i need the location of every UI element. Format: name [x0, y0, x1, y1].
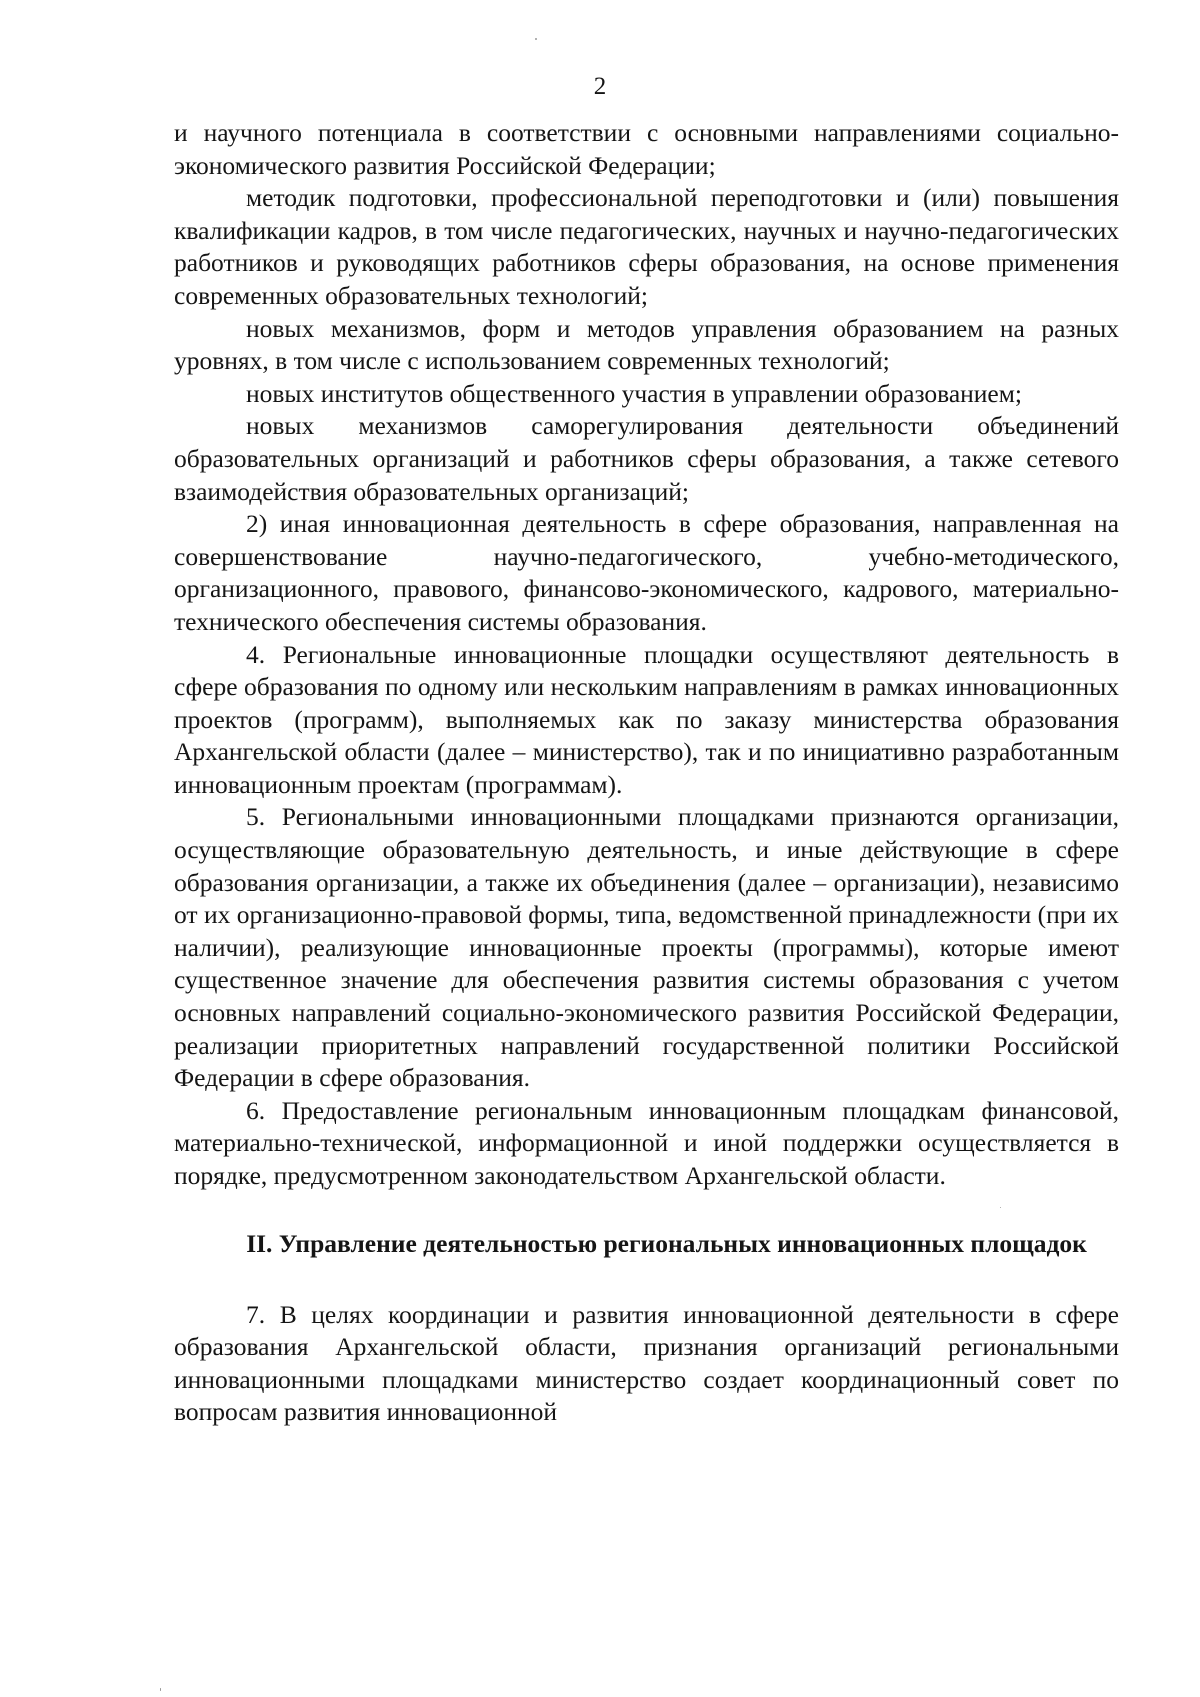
scan-speck	[1000, 1207, 1001, 1208]
paragraph: 7. В целях координации и развития инновационной деятельности в сфере образования Архангельской области, признания организаций региональными инновационными площадками министерство создает координационный совет по вопросам развития инновационной	[174, 1299, 1119, 1427]
paragraph: 5. Региональными инновационными площадками признаются организации, осуществляющие образовательную деятельность, и иные действующие в сфере образования организации, а также их объединения (далее – организации), независимо от их организационно-правовой формы, типа, ведомственной принадлежности (при их наличии), реализующие инновационные проекты (программы), которые имеют существенное значение для обеспечения развития системы образования с учетом основных направлений социально-экономического развития Российской Федерации, реализации приоритетных направлений государственной политики Российской Федерации в сфере образования.	[174, 802, 1119, 1093]
paragraph: новых механизмов, форм и методов управления образованием на разных уровнях, в том числе с использованием современных технологий;	[174, 313, 1119, 376]
paragraph: новых механизмов саморегулирования деятельности объединений образовательных организаций и работников сферы образования, а также сетевого взаимодействия образовательных организаций;	[174, 411, 1119, 506]
paragraph: новых институтов общественного участия в управлении образованием;	[246, 378, 1022, 408]
scan-speck	[535, 38, 537, 40]
paragraph: методик подготовки, профессиональной переподготовки и (или) повышения квалификации кадров, в том числе педагогических, научных и научно-педагогических работников и руководящих работников сферы образования, на основе применения современных образовательных технологий;	[174, 183, 1119, 310]
paragraph: и научного потенциала в соответствии с основными направлениями социально-экономического развития Российской Федерации;	[174, 118, 1119, 180]
section-heading: II. Управление деятельностью региональных инновационных площадок	[246, 1228, 1087, 1258]
paragraph: 4. Региональные инновационные площадки осуществляют деятельность в сфере образования по одному или нескольким направлениям в рамках инновационных проектов (программ), выполняемых как по заказу министерства образования Архангельской области (далее – министерство), так и по инициативно разработанным инновационным проектам (программам).	[174, 639, 1119, 799]
scan-speck	[160, 1688, 161, 1691]
paragraph: 6. Предоставление региональным инновационным площадкам финансовой, материально-технической, информационной и иной поддержки осуществляется в порядке, предусмотренном законодательством Архангельской области.	[174, 1095, 1119, 1190]
page-number: 2	[593, 73, 607, 100]
paragraph: 2) иная инновационная деятельность в сфере образования, направленная на совершенствование научно-педагогического, учебно-методического, организационного, правового, финансово-экономического, кадрового, материально-технического обеспечения системы образования.	[174, 509, 1119, 636]
document-body	[174, 117, 1119, 1429]
